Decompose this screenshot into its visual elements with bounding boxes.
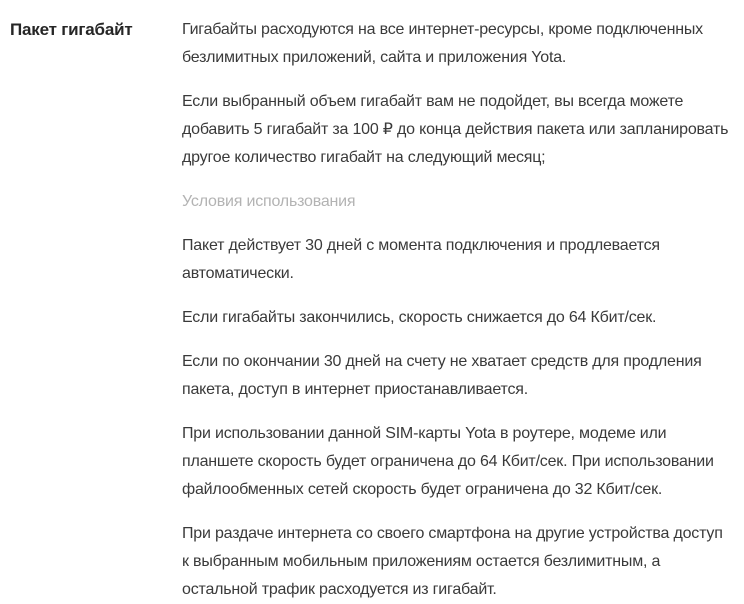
- paragraph-insufficient-funds: Если по окончании 30 дней на счету не хватает средств для продления пакета, доступ в интернет приостанавливается.: [182, 353, 702, 398]
- paragraph-gigabytes-usage: Гигабайты расходуются на все интернет-ресурсы, кроме подключенных безлимитных приложений, сайта и приложения Yota.: [182, 21, 703, 66]
- row-title: Пакет гигабайт: [10, 20, 133, 39]
- paragraph-add-gigabytes: Если выбранный объем гигабайт вам не подойдет, вы всегда можете добавить 5 гигабайт за 100 ₽ до конца действия пакета или запланировать другое количество гигабайт на следующий месяц;: [182, 93, 729, 166]
- paragraph-tethering: При раздаче интернета со своего смартфона на другие устройства доступ к выбранным мобильным приложениям остается безлимитным, а остальной трафик расходуется из гигабайт.: [182, 525, 723, 598]
- paragraph-sim-card-usage: При использовании данной SIM-карты Yota в роутере, модеме или планшете скорость будет ограничена до 64 Кбит/сек. При использовании файлообменных сетей скорость будет ограничена до 32 Кбит/сек.: [182, 425, 714, 498]
- subheading-usage-terms: Условия использования: [182, 193, 356, 210]
- paragraph-package-duration: Пакет действует 30 дней с момента подключения и продлевается автоматически.: [182, 237, 660, 282]
- row-content-column: [182, 16, 730, 604]
- row-label-column: [10, 16, 182, 44]
- paragraph-speed-reduction: Если гигабайты закончились, скорость снижается до 64 Кбит/сек.: [182, 309, 657, 326]
